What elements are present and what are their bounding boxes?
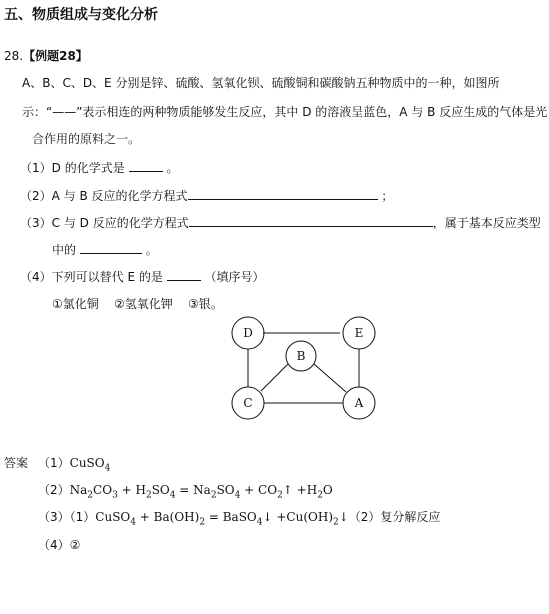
q1-suffix: 。 xyxy=(166,161,179,175)
q4-options: ①氯化铜 ②氢氧化钾 ③银。 xyxy=(52,297,223,311)
q3-suffix: ，属于基本反应类型 xyxy=(432,216,541,230)
a3-equation xyxy=(95,510,349,528)
q4-prefix: （4）下列可以替代 E 的是 xyxy=(20,270,163,284)
q1-prefix: （1）D 的化学式是 xyxy=(20,161,125,175)
formula-text: = BaSO xyxy=(205,510,257,524)
node-d-label: D xyxy=(243,326,253,340)
answer-3 xyxy=(38,508,440,527)
answer-4: （4）② xyxy=(38,538,81,552)
formula-text: Na xyxy=(69,483,88,497)
q3-line2-suffix: 。 xyxy=(145,243,158,257)
answer-label: 答案 xyxy=(4,456,29,470)
formula-text: ↓ +Cu(OH) xyxy=(262,510,333,524)
formula-text: + CO xyxy=(240,483,278,497)
answer-2 xyxy=(38,481,333,500)
stem-line-3: 合作用的原料之一。 xyxy=(32,132,141,146)
formula-subscript: 2 xyxy=(277,490,283,501)
formula-text: + H xyxy=(117,483,146,497)
answer-1 xyxy=(38,454,110,473)
node-e-label: E xyxy=(354,326,364,340)
formula-text: ↓ xyxy=(338,510,349,524)
formula-subscript: 2 xyxy=(333,517,339,528)
a1-formula: CuSO xyxy=(69,456,105,470)
section-title: 五、物质组成与变化分析 xyxy=(4,7,158,23)
node-c-label: C xyxy=(243,396,253,410)
node-b-label: B xyxy=(296,349,306,363)
stem-line-1: A、B、C、D、E 分别是锌、硫酸、氢氧化钡、硫酸铜和碳酸钠五种物质中的一种，如图所 xyxy=(22,76,500,90)
formula-subscript: 2 xyxy=(317,490,323,501)
formula-subscript: 2 xyxy=(145,490,152,501)
a1-formula-sub: 4 xyxy=(104,463,111,474)
q2-prefix: （2）A 与 B 反应的化学方程式 xyxy=(20,189,188,203)
q2-suffix: ； xyxy=(381,189,394,203)
formula-subscript: 2 xyxy=(199,517,206,528)
stem-line-2: 示：“——”表示相连的两种物质能够发生反应，其中 D 的溶液呈蓝色，A 与 B 反应生成的气体是光 xyxy=(22,105,548,119)
formula-text: SO xyxy=(151,483,170,497)
formula-text: = Na xyxy=(175,483,211,497)
a1-prefix: （1） xyxy=(38,456,70,470)
q3-prefix: （3）C 与 D 反应的化学方程式 xyxy=(20,216,189,230)
formula-text: O xyxy=(322,483,333,497)
formula-text: CuSO xyxy=(95,510,131,524)
q3-line2-prefix: 中的 xyxy=(52,243,77,257)
example-number: 28. xyxy=(4,49,24,63)
node-a-label: A xyxy=(354,396,364,410)
a3-suffix: （2）复分解反应 xyxy=(348,510,441,524)
edge-b-c xyxy=(261,364,288,391)
formula-subscript: 2 xyxy=(210,490,217,501)
a3-prefix: （3）（1） xyxy=(38,510,96,524)
formula-subscript: 4 xyxy=(234,490,241,501)
formula-text: SO xyxy=(216,483,235,497)
formula-subscript: 2 xyxy=(87,490,94,501)
example-tag: 【例题28】 xyxy=(23,49,88,63)
formula-subscript: 4 xyxy=(169,490,176,501)
formula-text: CO xyxy=(93,483,113,497)
formula-subscript: 4 xyxy=(130,517,136,528)
a2-prefix: （2） xyxy=(38,483,70,497)
a2-equation xyxy=(69,483,333,501)
formula-subscript: 3 xyxy=(112,490,118,501)
formula-text: + Ba(OH) xyxy=(135,510,200,524)
edge-b-a xyxy=(314,364,346,392)
formula-text: ↑ +H xyxy=(282,483,318,497)
formula-subscript: 4 xyxy=(256,517,263,528)
q4-suffix: （填序号） xyxy=(204,270,265,284)
